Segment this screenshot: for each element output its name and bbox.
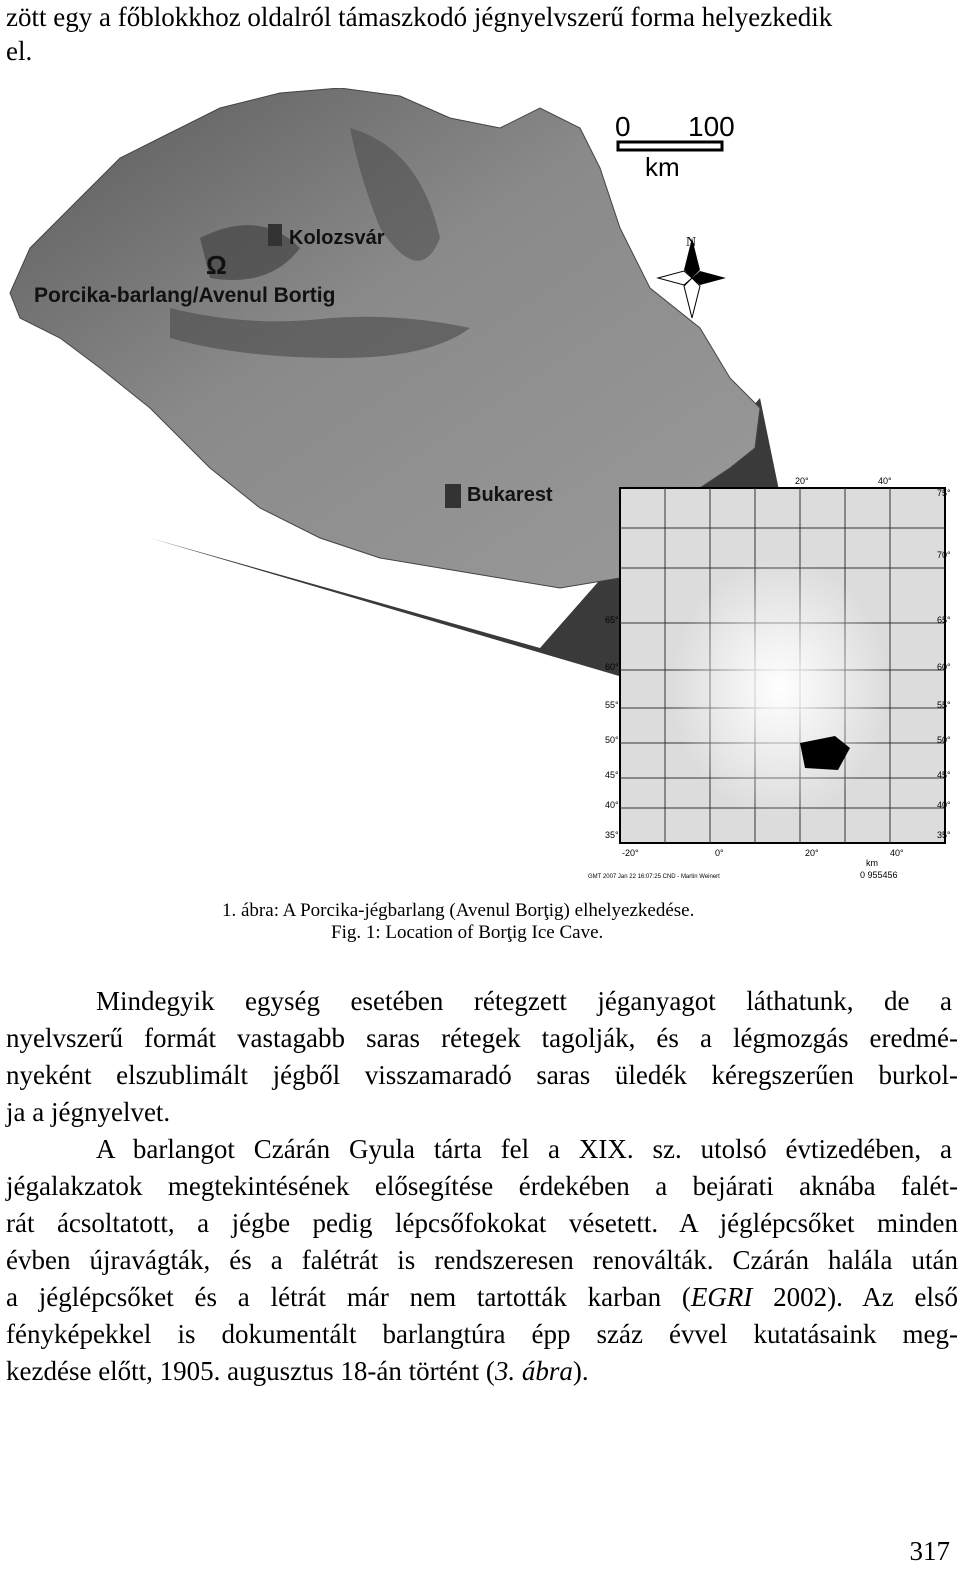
paragraph-line: nyelvszerű formát vastagabb saras rétegek tagolják, és a légmozgás eredmé-: [6, 1023, 958, 1053]
label-cave: Porcika-barlang/Avenul Bortig: [34, 284, 336, 307]
text-segment: a jéglépcsőket és a létrát már nem tartották karban (: [6, 1282, 691, 1312]
lat-tick: 50°: [937, 735, 951, 745]
paragraph-line: [6, 1354, 589, 1388]
lon-tick: 20°: [805, 848, 819, 858]
text-segment: kezdése előtt, 1905. augusztus 18-án történt (: [6, 1356, 495, 1386]
lon-tick: 20°: [795, 476, 809, 486]
lat-tick: 40°: [937, 800, 951, 810]
page-number: 317: [909, 1536, 950, 1566]
europe-inset-map: [620, 488, 945, 843]
paragraph-line: nyeként elszublimált jégből visszamaradó saras üledék kéregszerűen burkol-: [6, 1060, 958, 1090]
cave-symbol: Ω: [206, 250, 227, 280]
figure-caption-en: Fig. 1: Location of Borţig Ice Cave.: [331, 922, 604, 943]
location-map-figure: [0, 88, 960, 888]
label-bukarest: Bukarest: [467, 484, 553, 506]
text-segment: ).: [572, 1356, 589, 1386]
lat-tick: 55°: [937, 700, 951, 710]
paragraph-line: évben újravágták, és a falétrát is rendszeresen renoválták. Czárán halála után: [6, 1245, 958, 1275]
inset-scale-values: 0 955456: [860, 870, 898, 880]
text-segment: 2002). Az első: [752, 1282, 959, 1312]
paragraph-line: ja a jégnyelvet.: [6, 1097, 171, 1127]
label-kolozsvar: Kolozsvár: [289, 227, 385, 249]
lat-tick: 65°: [937, 615, 951, 625]
lat-tick: 55°: [605, 700, 619, 710]
lat-tick: 70°: [937, 550, 951, 560]
lon-tick: -20°: [622, 848, 639, 858]
lat-tick: 60°: [937, 662, 951, 672]
lat-tick: 40°: [605, 800, 619, 810]
lat-tick: 60°: [605, 662, 619, 672]
north-label: N: [686, 235, 697, 250]
lon-tick: 40°: [878, 476, 892, 486]
scale-bar: [618, 142, 722, 150]
paragraph-line: fényképekkel is dokumentált barlangtúra épp száz évvel kutatásaink meg-: [6, 1319, 958, 1349]
scale-label-0: 0: [615, 111, 631, 142]
lon-tick: 40°: [890, 848, 904, 858]
lat-tick: 65°: [605, 615, 619, 625]
lat-tick: 35°: [937, 830, 951, 840]
figure-caption-hu: 1. ábra: A Porcika-jégbarlang (Avenul Borţig) elhelyezkedése.: [222, 900, 695, 921]
paragraph-line: [6, 1280, 958, 1314]
lat-tick: 35°: [605, 830, 619, 840]
paragraph-line: jégalakzatok megtekintésének elősegítése érdekében a bejárati aknába falét-: [6, 1171, 958, 1201]
lat-tick: 50°: [605, 735, 619, 745]
figure-reference: 3. ábra: [494, 1356, 573, 1386]
author-citation: EGRI: [690, 1282, 753, 1312]
city-icon: [268, 224, 282, 246]
text-line: el.: [6, 36, 33, 66]
lat-tick: 45°: [937, 770, 951, 780]
inset-scale-unit: km: [866, 858, 878, 868]
paragraph-line: rát ácsoltatott, a jégbe pedig lépcsőfokokat vésetett. A jéglépcsőket minden: [6, 1208, 958, 1238]
lat-tick: 45°: [605, 770, 619, 780]
lat-tick: 75°: [937, 488, 951, 498]
paragraph-line: Mindegyik egység esetében rétegzett jéganyagot láthatunk, de a: [96, 986, 952, 1016]
paragraph-line: A barlangot Czárán Gyula tárta fel a XIX. sz. utolsó évtizedében, a: [96, 1134, 952, 1164]
lon-tick: 0°: [715, 848, 724, 858]
city-icon: [445, 484, 461, 508]
inset-credit: GMT 2007 Jan 22 16:07:25 CND - Martin Weinert: [588, 874, 720, 880]
text-line: zött egy a főblokkhoz oldalról támaszkodó jégnyelvszerű forma helyezkedik: [6, 2, 833, 32]
scale-label-100: 100: [688, 111, 735, 142]
scale-unit: km: [645, 152, 680, 182]
